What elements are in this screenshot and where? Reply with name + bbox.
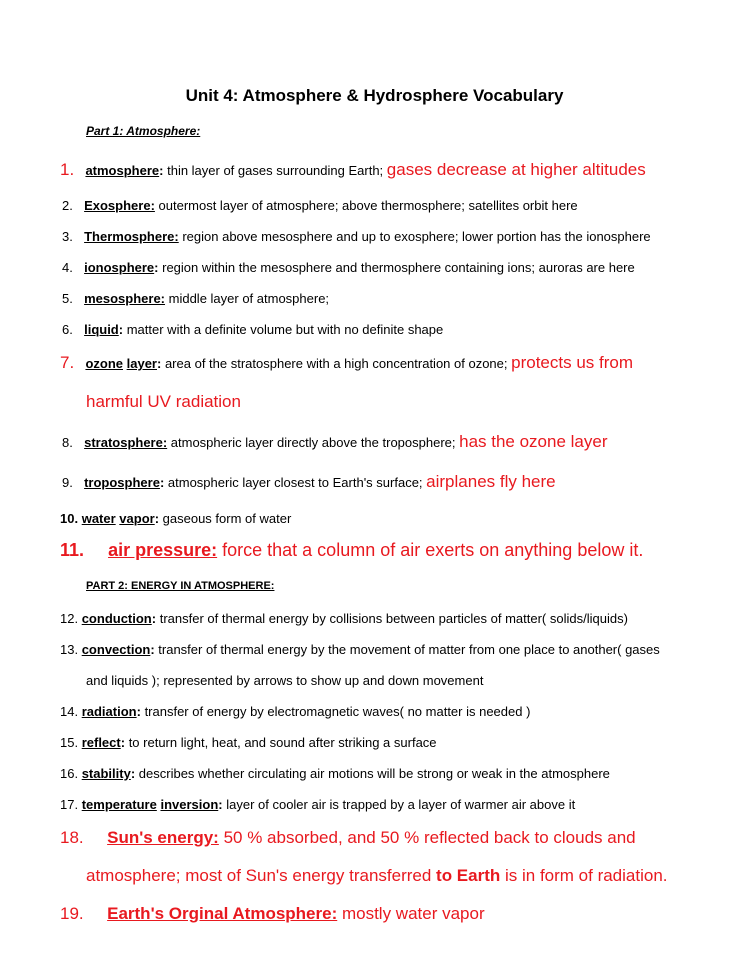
item-number: 7.: [60, 353, 75, 372]
vocab-item-13: [60, 642, 660, 657]
item-number: 3.: [62, 229, 73, 244]
vocab-item-4: [62, 260, 635, 275]
part2-heading: PART 2: ENERGY IN ATMOSPHERE:: [86, 580, 275, 592]
vocab-item-8: [62, 432, 608, 452]
item-definition: transfer of thermal energy by the movement of matter from one place to another( gases: [154, 642, 660, 657]
item-term: Exosphere:: [84, 198, 155, 213]
item-number: 10.: [60, 511, 79, 526]
item-definition: transfer of thermal energy by collisions between particles of matter( solids/liquids): [156, 611, 628, 626]
item-term: mesosphere:: [84, 291, 166, 306]
item-colon: :: [159, 163, 164, 178]
item-term-2: vapor: [119, 511, 155, 526]
item-term: temperature: [81, 797, 157, 812]
item-definition: 50 % absorbed, and 50 % reflected back to clouds and: [218, 828, 636, 847]
item-colon: :: [130, 766, 136, 781]
vocab-item-9: [62, 472, 556, 492]
item-term: atmosphere: [85, 163, 160, 178]
item-definition-part: atmosphere; most of Sun's energy transferred: [86, 866, 437, 885]
item-definition: describes whether circulating air motions will be strong or weak in the atmosphere: [135, 766, 610, 781]
item-definition-part: is in form of radiation.: [500, 866, 668, 885]
item-18-definition-continued: [86, 866, 668, 886]
item-number: 4.: [62, 260, 73, 275]
vocab-item-18: [60, 828, 636, 848]
item-definition: mostly water vapor: [337, 904, 485, 923]
item-colon: :: [157, 356, 162, 371]
item-colon: :: [154, 511, 160, 526]
item-term: stability: [81, 766, 131, 781]
vocab-item-15: [60, 735, 437, 750]
item-13-definition-continued: and liquids ); represented by arrows to show up and down movement: [86, 673, 484, 688]
item-term: reflect: [81, 735, 121, 750]
item-term: Earth's Orginal Atmosphere:: [107, 904, 338, 923]
vocab-item-14: [60, 704, 530, 719]
item-colon: :: [120, 735, 126, 750]
item-definition: outermost layer of atmosphere; above thermosphere; satellites orbit here: [154, 198, 578, 213]
item-number: 15.: [60, 735, 79, 750]
item-term: Thermosphere:: [84, 229, 179, 244]
item-term-2: inversion: [160, 797, 219, 812]
vocab-item-5: [62, 291, 329, 306]
vocab-item-2: [62, 198, 578, 213]
item-number: 1.: [60, 160, 75, 179]
item-definition: atmospheric layer closest to Earth's surface;: [164, 475, 427, 490]
item-number: 14.: [60, 704, 79, 719]
item-number: 9.: [62, 475, 73, 490]
item-colon: :: [159, 475, 165, 490]
item-term: ozone: [85, 356, 123, 371]
item-colon: :: [151, 611, 157, 626]
item-number: 12.: [60, 611, 79, 626]
vocab-item-16: [60, 766, 610, 781]
item-definition: region above mesosphere and up to exosphere; lower portion has the ionosphere: [178, 229, 651, 244]
item-colon: :: [154, 260, 159, 275]
vocab-item-19: [60, 904, 485, 924]
item-7-note-continued: harmful UV radiation: [86, 392, 241, 411]
item-note: has the ozone layer: [459, 432, 608, 451]
item-number: 11.: [60, 540, 85, 560]
item-definition: force that a column of air exerts on anything below it.: [217, 540, 644, 560]
item-term: air pressure:: [108, 540, 218, 560]
item-definition: gaseous form of water: [159, 511, 292, 526]
item-definition: matter with a definite volume but with no definite shape: [123, 322, 444, 337]
item-definition: transfer of energy by electromagnetic waves( no matter is needed ): [140, 704, 531, 719]
item-term: Sun's energy:: [107, 828, 219, 847]
item-definition: atmospheric layer directly above the troposphere;: [167, 435, 460, 450]
item-definition: region within the mesosphere and thermosphere containing ions; auroras are here: [158, 260, 635, 275]
item-definition-emphasis: to Earth: [436, 866, 501, 885]
item-colon: :: [136, 704, 141, 719]
part1-heading: Part 1: Atmosphere:: [86, 124, 201, 138]
vocab-item-7: [60, 353, 633, 373]
item-term: liquid: [84, 322, 119, 337]
item-number: 6.: [62, 322, 73, 337]
vocab-item-11: [60, 540, 643, 561]
item-term-2: layer: [126, 356, 157, 371]
item-term: ionosphere: [84, 260, 155, 275]
item-term: troposphere: [84, 475, 160, 490]
item-term: convection: [81, 642, 151, 657]
item-definition: thin layer of gases surrounding Earth;: [163, 163, 387, 178]
item-definition: area of the stratosphere with a high concentration of ozone;: [161, 356, 512, 371]
item-term: radiation: [81, 704, 137, 719]
item-colon: :: [218, 797, 223, 812]
item-number: 5.: [62, 291, 73, 306]
vocab-item-1: [60, 160, 646, 180]
item-number: 8.: [62, 435, 73, 450]
page-title: Unit 4: Atmosphere & Hydrosphere Vocabulary: [185, 86, 564, 105]
item-definition: layer of cooler air is trapped by a layer of warmer air above it: [222, 797, 576, 812]
item-number: 13.: [60, 642, 79, 657]
item-colon: :: [118, 322, 124, 337]
vocab-item-10: [60, 511, 291, 526]
item-number: 2.: [62, 198, 73, 213]
item-number: 18.: [60, 828, 84, 847]
item-colon: :: [150, 642, 155, 657]
item-term: conduction: [81, 611, 152, 626]
item-note: protects us from: [511, 353, 633, 372]
item-number: 17.: [60, 797, 79, 812]
vocab-item-3: [62, 229, 651, 244]
item-note: airplanes fly here: [426, 472, 556, 491]
item-number: 19.: [60, 904, 84, 923]
item-note: gases decrease at higher altitudes: [386, 160, 646, 179]
item-term: water: [81, 511, 116, 526]
item-term: stratosphere:: [84, 435, 168, 450]
vocab-item-6: [62, 322, 443, 337]
item-number: 16.: [60, 766, 79, 781]
vocab-item-12: [60, 611, 628, 626]
item-definition: middle layer of atmosphere;: [165, 291, 330, 306]
vocab-item-17: [60, 797, 575, 812]
item-definition: to return light, heat, and sound after striking a surface: [125, 735, 437, 750]
